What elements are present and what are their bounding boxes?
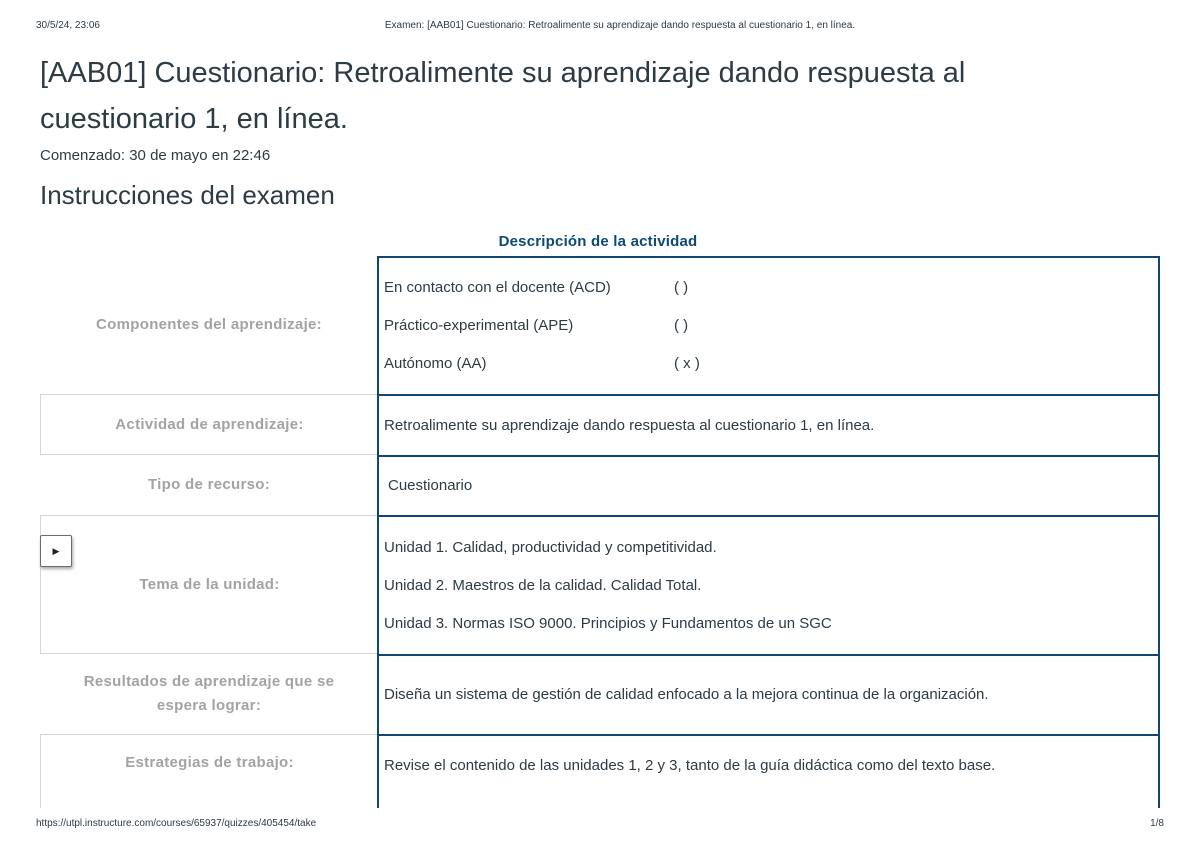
unit-topic-item: Unidad 1. Calidad, productividad y competitividad. (384, 538, 717, 556)
quiz-title: [AAB01] Cuestionario: Retroalimente su aprendizaje dando respuesta al cuestionario 1, en línea. (40, 57, 966, 135)
print-url: https://utpl.instructure.com/courses/65937/quizzes/405454/take (36, 818, 317, 829)
component-name: Práctico-experimental (APE) (384, 317, 574, 334)
learning-outcomes-value: Diseña un sistema de gestión de calidad enfocado a la mejora continua de la organización. (384, 686, 989, 703)
component-name: En contacto con el docente (ACD) (384, 279, 611, 296)
resource-type-label: Tipo de recurso: (147, 476, 271, 493)
unit-topic-item: Unidad 2. Maestros de la calidad. Calidad Total. (384, 576, 702, 594)
strategies-label: Estrategias de trabajo: (40, 734, 378, 808)
activity-cell (377, 394, 1160, 455)
unit-topic-label: Tema de la unidad: (40, 515, 378, 654)
unit-topic-cell (377, 515, 1160, 654)
print-page-title: Examen: [AAB01] Cuestionario: Retroalimente su aprendizaje dando respuesta al cuestionario 1, en línea. (384, 20, 856, 31)
component-row-ape (384, 307, 1158, 345)
components-label: Componentes del aprendizaje: (96, 316, 322, 333)
unit-topic-item: Unidad 3. Normas ISO 9000. Principios y Fundamentos de un SGC (384, 614, 832, 632)
instructions-heading: Instrucciones del examen (40, 180, 335, 210)
activity-description-heading: Descripción de la actividad (498, 233, 698, 250)
play-button[interactable] (40, 535, 72, 567)
quiz-started-time: Comenzado: 30 de mayo en 22:46 (40, 147, 271, 164)
print-page-number: 1/8 (1150, 818, 1164, 829)
component-row-acd (384, 269, 1158, 307)
strategies-value: Revise el contenido de las unidades 1, 2 y 3, tanto de la guía didáctica como del texto base. (384, 757, 996, 774)
resource-type-value: Cuestionario (388, 477, 473, 494)
activity-label: Actividad de aprendizaje: (40, 394, 378, 455)
component-mark: ( x ) (674, 355, 700, 372)
print-footer (36, 818, 1164, 832)
play-icon: ▶ (52, 545, 60, 556)
print-datetime: 30/5/24, 23:06 (36, 20, 100, 31)
component-mark: ( ) (674, 279, 689, 296)
strategies-cell (377, 734, 1160, 808)
component-name: Autónomo (AA) (384, 355, 487, 372)
activity-value: Retroalimente su aprendizaje dando respuesta al cuestionario 1, en línea. (384, 416, 875, 434)
resource-type-cell (377, 455, 1160, 515)
component-mark: ( ) (674, 317, 689, 334)
components-cell (377, 256, 1160, 394)
learning-outcomes-cell (377, 654, 1160, 734)
learning-outcomes-label: Resultados de aprendizaje que se espera lograr: (83, 673, 335, 714)
component-row-aa (384, 345, 1158, 383)
